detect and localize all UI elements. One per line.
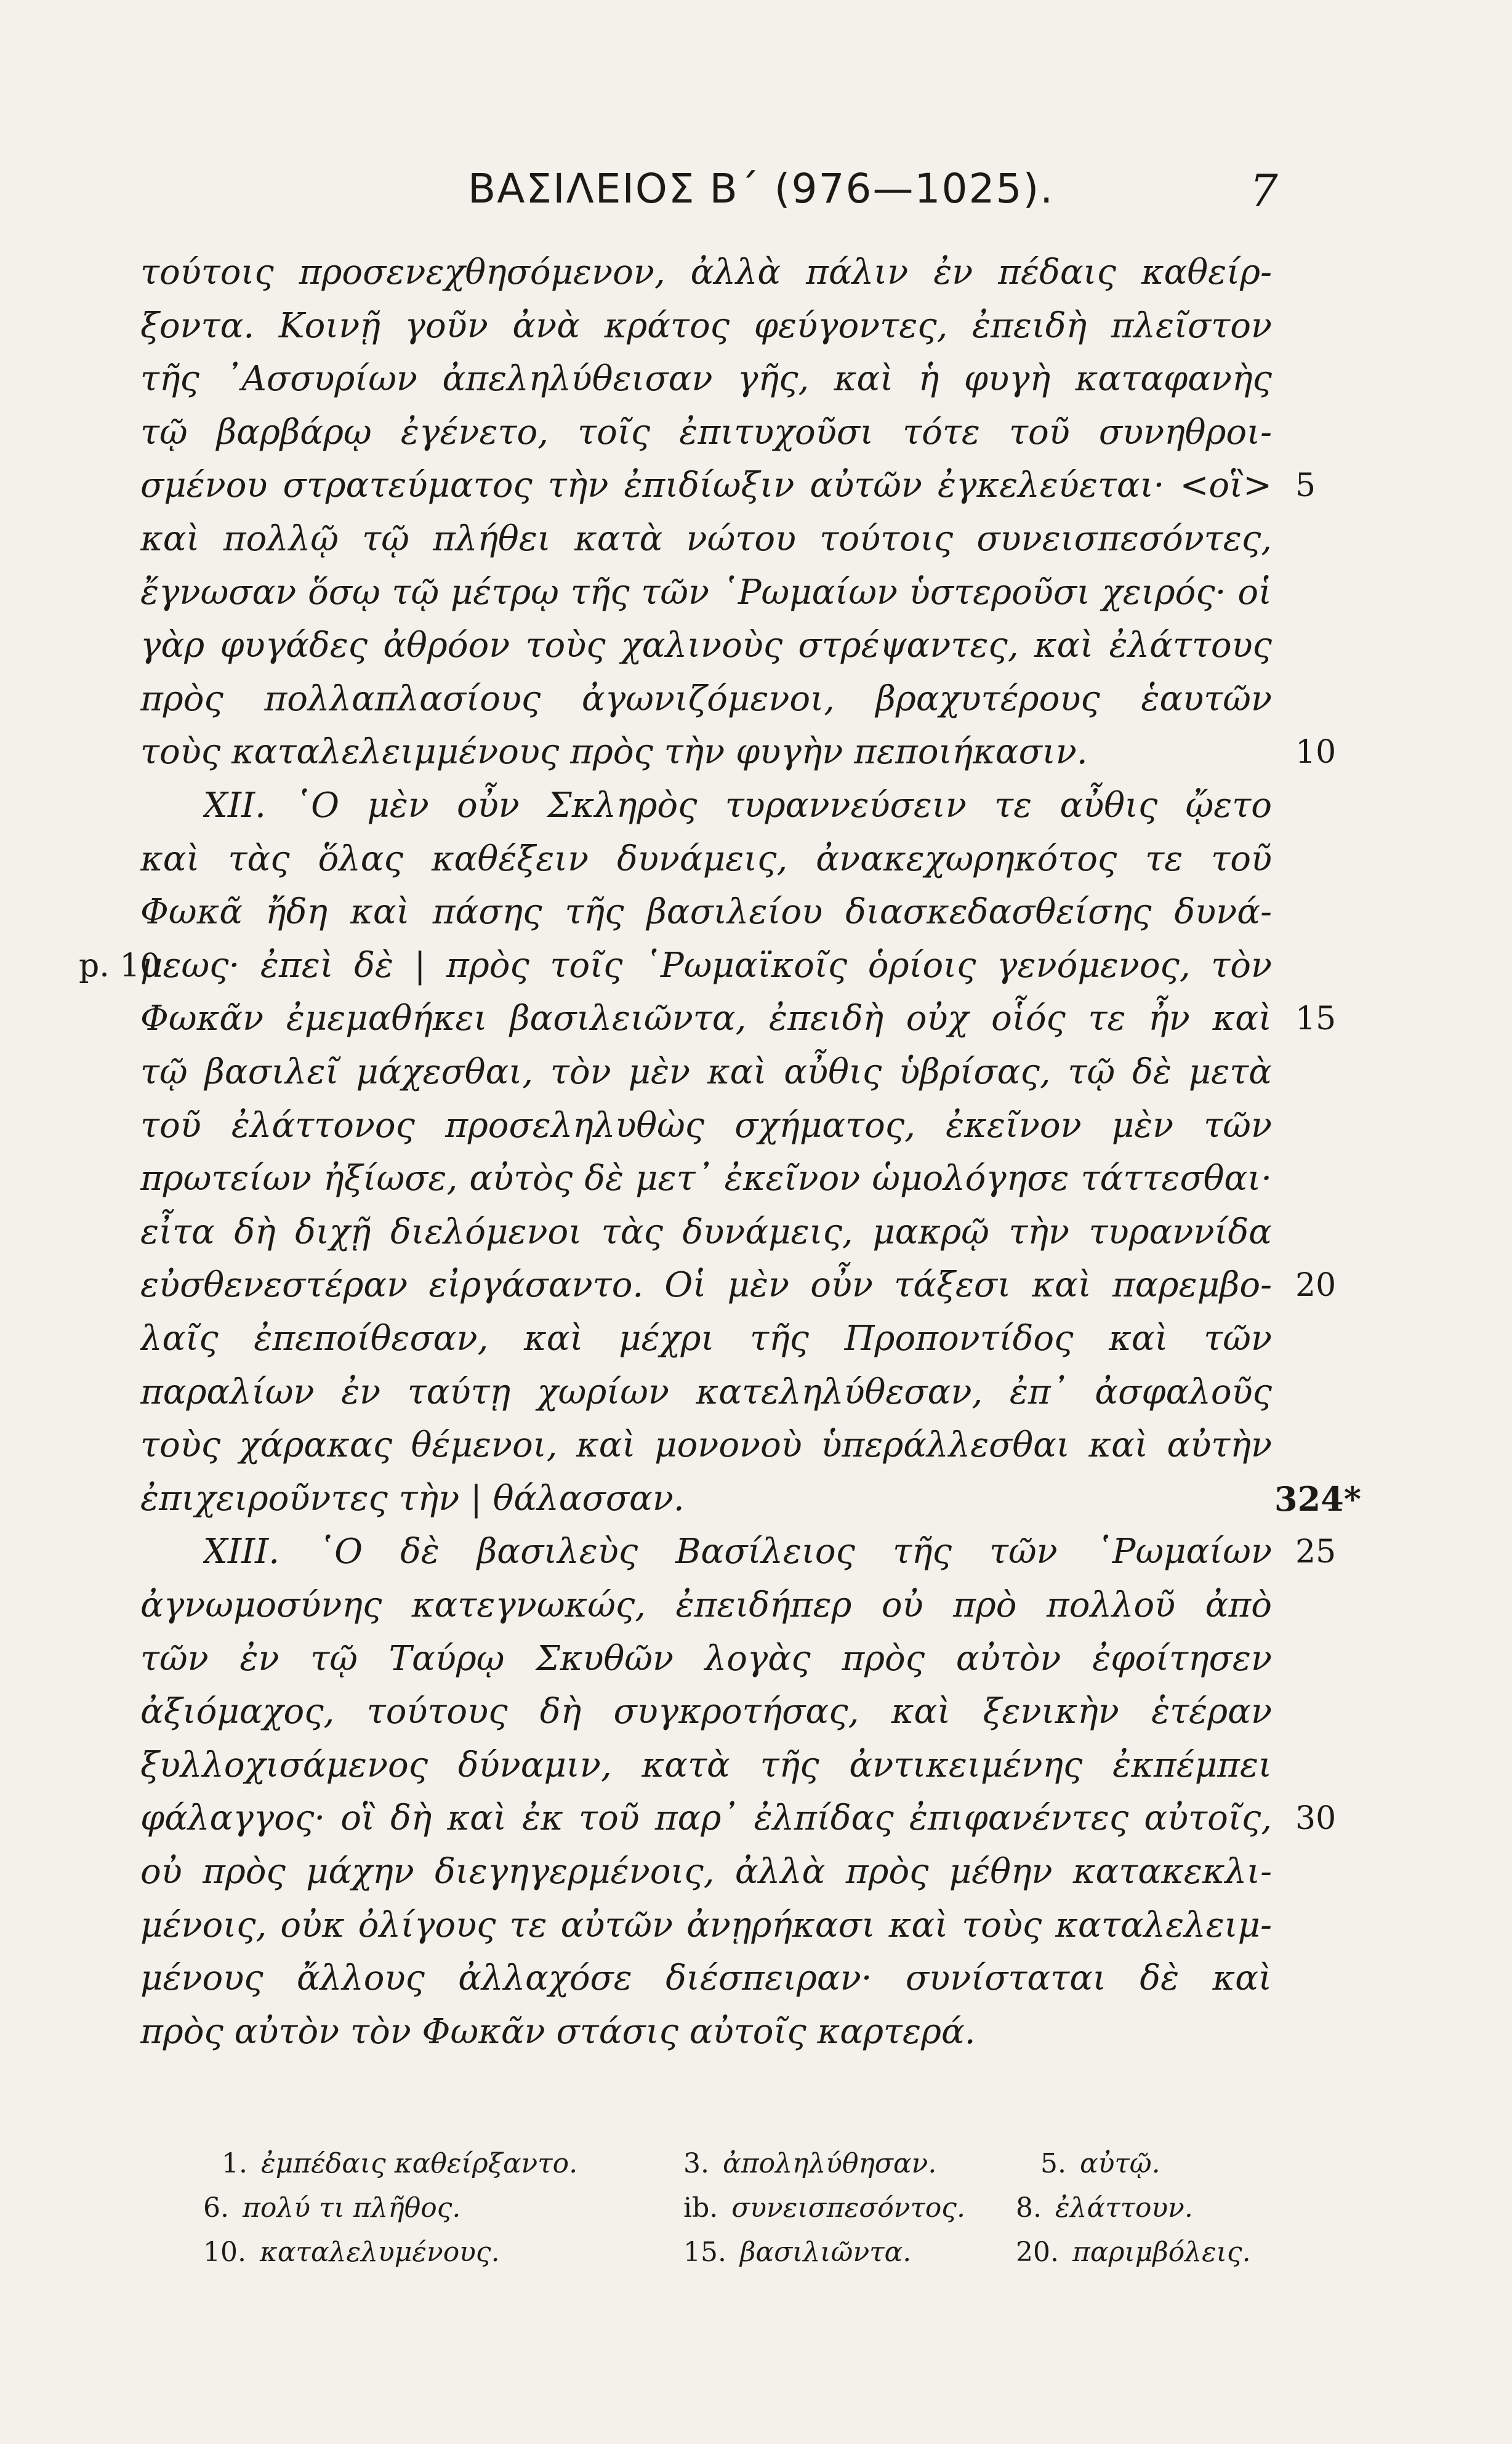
footnote bbox=[203, 2231, 500, 2274]
line-text: τῆς ᾿Ασσυρίων ἀπεληλύθεισαν γῆς, καὶ ἡ φυγὴ καταφανὴς bbox=[140, 359, 1272, 400]
line-text: πρωτείων ἠξίωσε, αὐτὸς δὲ μετ᾿ ἐκεῖνον ὡμολόγησε τάττεσθαι· bbox=[140, 1159, 1272, 1199]
footnote-number: 20. bbox=[1016, 2237, 1059, 2268]
line-text: μένους ἄλλους ἀλλαχόσε διέσπειραν· συνίσταται δὲ καὶ bbox=[140, 1958, 1272, 1999]
margin-page-reference: p. 10 bbox=[79, 947, 161, 984]
line-text: μένοις, οὐκ ὀλίγους τε αὐτῶν ἀνῃρήκασι καὶ τοὺς καταλελειμ- bbox=[140, 1905, 1272, 1945]
line-text: σμένου στρατεύματος τὴν ἐπιδίωξιν αὐτῶν ἐγκελεύεται· <οἳ> bbox=[140, 465, 1272, 506]
text-line bbox=[0, 353, 1512, 406]
line-text: εἶτα δὴ διχῇ διελόμενοι τὰς δυνάμεις, μακρῷ τὴν τυραννίδα bbox=[140, 1212, 1272, 1252]
footnote-number: 8. bbox=[1016, 2192, 1042, 2224]
text-line bbox=[0, 1312, 1512, 1365]
footnote bbox=[222, 2142, 577, 2185]
line-text: παραλίων ἐν ταύτῃ χωρίων κατεληλύθεσαν, ἐπ᾿ ἀσφαλοῦς bbox=[140, 1372, 1272, 1412]
text-line bbox=[0, 1525, 1512, 1578]
line-text: τοὺς χάρακας θέμενοι, καὶ μονονοὺ ὑπεράλλεσθαι καὶ αὐτὴν bbox=[140, 1425, 1272, 1466]
text-line bbox=[0, 779, 1512, 832]
text-line bbox=[0, 992, 1512, 1045]
footnote-text: ἀποληλύθησαν. bbox=[722, 2148, 937, 2179]
footnote-text: βασιλιῶντα. bbox=[739, 2237, 912, 2268]
line-text: Φωκᾶν ἐμεμαθήκει βασιλειῶντα, ἐπειδὴ οὐχ οἷός τε ἦν καὶ bbox=[140, 999, 1272, 1039]
text-line bbox=[0, 1473, 1512, 1525]
text-line bbox=[0, 459, 1512, 512]
text-line bbox=[0, 1952, 1512, 2005]
line-text: τῷ βασιλεῖ μάχεσθαι, τὸν μὲν καὶ αὖθις ὑβρίσας, τῷ δὲ μετὰ bbox=[140, 1052, 1272, 1092]
line-text: καὶ πολλῷ τῷ πλήθει κατὰ νώτου τούτοις συνεισπεσόντες, bbox=[140, 519, 1272, 559]
line-number: 15 bbox=[1295, 1000, 1337, 1038]
line-text: ἔγνωσαν ὅσῳ τῷ μέτρῳ τῆς τῶν ῾Ρωμαίων ὑστεροῦσι χειρός· οἱ bbox=[140, 572, 1272, 613]
footnote-text: καταλελυμένους. bbox=[259, 2237, 500, 2268]
text-line bbox=[0, 1046, 1512, 1099]
line-number: 25 bbox=[1295, 1534, 1337, 1571]
line-text: εὐσθενεστέραν εἰργάσαντο. Οἱ μὲν οὖν τάξεσι καὶ παρεμβο- bbox=[140, 1265, 1272, 1306]
text-line bbox=[0, 1099, 1512, 1152]
line-text: τοῦ ἐλάττονος προσεληλυθὼς σχήματος, ἐκεῖνον μὲν τῶν bbox=[140, 1105, 1272, 1146]
line-text: οὐ πρὸς μάχην διεγηγερμένοις, ἀλλὰ πρὸς μέθην κατακεκλι- bbox=[140, 1852, 1272, 1892]
edition-page-reference: 324* bbox=[1274, 1479, 1361, 1519]
text-line bbox=[0, 300, 1512, 353]
footnote-number: ib. bbox=[683, 2192, 718, 2224]
text-line bbox=[0, 1366, 1512, 1419]
line-text: τῷ βαρβάρῳ ἐγένετο, τοῖς ἐπιτυχοῦσι τότε τοῦ συνηθροι- bbox=[140, 412, 1272, 452]
footnote-number: 1. bbox=[222, 2148, 247, 2179]
footnote-text: ἐμπέδαις καθείρξαντο. bbox=[260, 2148, 578, 2179]
footnote-number: 5. bbox=[1040, 2148, 1066, 2179]
footnote-text: ἐλάττουν. bbox=[1055, 2192, 1193, 2224]
line-number: 30 bbox=[1295, 1800, 1337, 1838]
line-text: καὶ τὰς ὅλας καθέξειν δυνάμεις, ἀνακεχωρηκότος τε τοῦ bbox=[140, 838, 1272, 879]
line-number: 10 bbox=[1295, 734, 1337, 771]
line-number: 5 bbox=[1295, 467, 1316, 505]
line-text: Φωκᾶ ἤδη καὶ πάσης τῆς βασιλείου διασκεδασθείσης δυνά- bbox=[140, 892, 1272, 933]
text-line bbox=[0, 1739, 1512, 1792]
text-line bbox=[0, 886, 1512, 939]
line-text: XIII. ῾Ο δὲ βασιλεὺς Βασίλειος τῆς τῶν ῾Ρωμαίων bbox=[203, 1532, 1272, 1572]
text-line bbox=[0, 1846, 1512, 1899]
line-text: γὰρ φυγάδες ἀθρόον τοὺς χαλινοὺς στρέψαντες, καὶ ἐλάττους bbox=[140, 625, 1272, 666]
line-text: τοὺς καταλελειμμένους πρὸς τὴν φυγὴν πεποιήκασιν. bbox=[140, 732, 1088, 773]
footnote bbox=[683, 2231, 911, 2274]
footnote bbox=[1040, 2142, 1160, 2185]
footnote bbox=[683, 2187, 965, 2230]
text-line bbox=[0, 939, 1512, 992]
footnote-text: παριμβόλεις. bbox=[1072, 2237, 1251, 2268]
text-line bbox=[0, 1206, 1512, 1259]
line-text: XII. ῾Ο μὲν οὖν Σκληρὸς τυραννεύσειν τε αὖθις ᾤετο bbox=[203, 786, 1272, 826]
line-text: τῶν ἐν τῷ Ταύρῳ Σκυθῶν λογὰς πρὸς αὐτὸν ἐφοίτησεν bbox=[140, 1638, 1272, 1679]
text-line bbox=[0, 1259, 1512, 1312]
text-line bbox=[0, 246, 1512, 299]
footnote-number: 6. bbox=[203, 2192, 229, 2224]
footnote bbox=[1016, 2187, 1193, 2230]
text-line bbox=[0, 1152, 1512, 1205]
text-line bbox=[0, 1899, 1512, 1952]
text-line bbox=[0, 726, 1512, 779]
text-line bbox=[0, 2006, 1512, 2059]
footnote-text: πολύ τι πλῆθος. bbox=[242, 2192, 461, 2224]
footnote bbox=[1016, 2231, 1251, 2274]
line-text: ἀγνωμοσύνης κατεγνωκώς, ἐπειδήπερ οὐ πρὸ πολλοῦ ἀπὸ bbox=[140, 1585, 1272, 1625]
text-line bbox=[0, 833, 1512, 886]
line-number: 20 bbox=[1295, 1267, 1337, 1304]
footnote-number: 3. bbox=[683, 2148, 709, 2179]
text-line bbox=[0, 1579, 1512, 1632]
footnote-text: αὐτῷ. bbox=[1079, 2148, 1160, 2179]
footnote bbox=[683, 2142, 936, 2185]
text-line bbox=[0, 566, 1512, 619]
line-text: πρὸς πολλαπλασίους ἀγωνιζόμενοι, βραχυτέρους ἑαυτῶν bbox=[140, 678, 1272, 719]
page-number: 7 bbox=[1250, 165, 1278, 217]
footnote-number: 15. bbox=[683, 2237, 726, 2268]
text-line bbox=[0, 1419, 1512, 1472]
line-text: λαῖς ἐπεποίθεσαν, καὶ μέχρι τῆς Προποντίδος καὶ τῶν bbox=[140, 1319, 1272, 1359]
text-line bbox=[0, 513, 1512, 566]
line-text: ἐπιχειροῦντες τὴν | θάλασσαν. bbox=[140, 1478, 685, 1519]
text-line bbox=[0, 406, 1512, 459]
line-text: ἀξιόμαχος, τούτους δὴ συγκροτήσας, καὶ ξενικὴν ἑτέραν bbox=[140, 1692, 1272, 1732]
line-text: πρὸς αὐτὸν τὸν Φωκᾶν στάσις αὐτοῖς καρτερά. bbox=[140, 2011, 976, 2052]
text-line bbox=[0, 1792, 1512, 1845]
footnote bbox=[203, 2187, 460, 2230]
running-title: ΒΑΣΙΛΕΙΟΣ Β΄ (976—1025). bbox=[468, 165, 1055, 212]
text-line bbox=[0, 619, 1512, 672]
line-text: ξυλλοχισάμενος δύναμιν, κατὰ τῆς ἀντικειμένης ἐκπέμπει bbox=[140, 1745, 1272, 1785]
footnote-number: 10. bbox=[203, 2237, 246, 2268]
text-line bbox=[0, 1633, 1512, 1686]
line-text: τούτοις προσενεχθησόμενον, ἀλλὰ πάλιν ἐν πέδαις καθείρ- bbox=[140, 252, 1272, 292]
line-text: μεως· ἐπεὶ δὲ | πρὸς τοῖς ῾Ρωμαϊκοῖς ὁρίοις γενόμενος, τὸν bbox=[140, 945, 1272, 986]
text-line bbox=[0, 673, 1512, 726]
text-line bbox=[0, 1686, 1512, 1739]
line-text: φάλαγγος· οἳ δὴ καὶ ἐκ τοῦ παρ᾿ ἐλπίδας ἐπιφανέντες αὐτοῖς, bbox=[140, 1798, 1272, 1839]
running-head bbox=[0, 153, 1512, 217]
footnote-text: συνεισπεσόντος. bbox=[731, 2192, 965, 2224]
line-text: ξοντα. Κοινῇ γοῦν ἀνὰ κράτος φεύγοντες, ἐπειδὴ πλεῖστον bbox=[140, 305, 1272, 346]
